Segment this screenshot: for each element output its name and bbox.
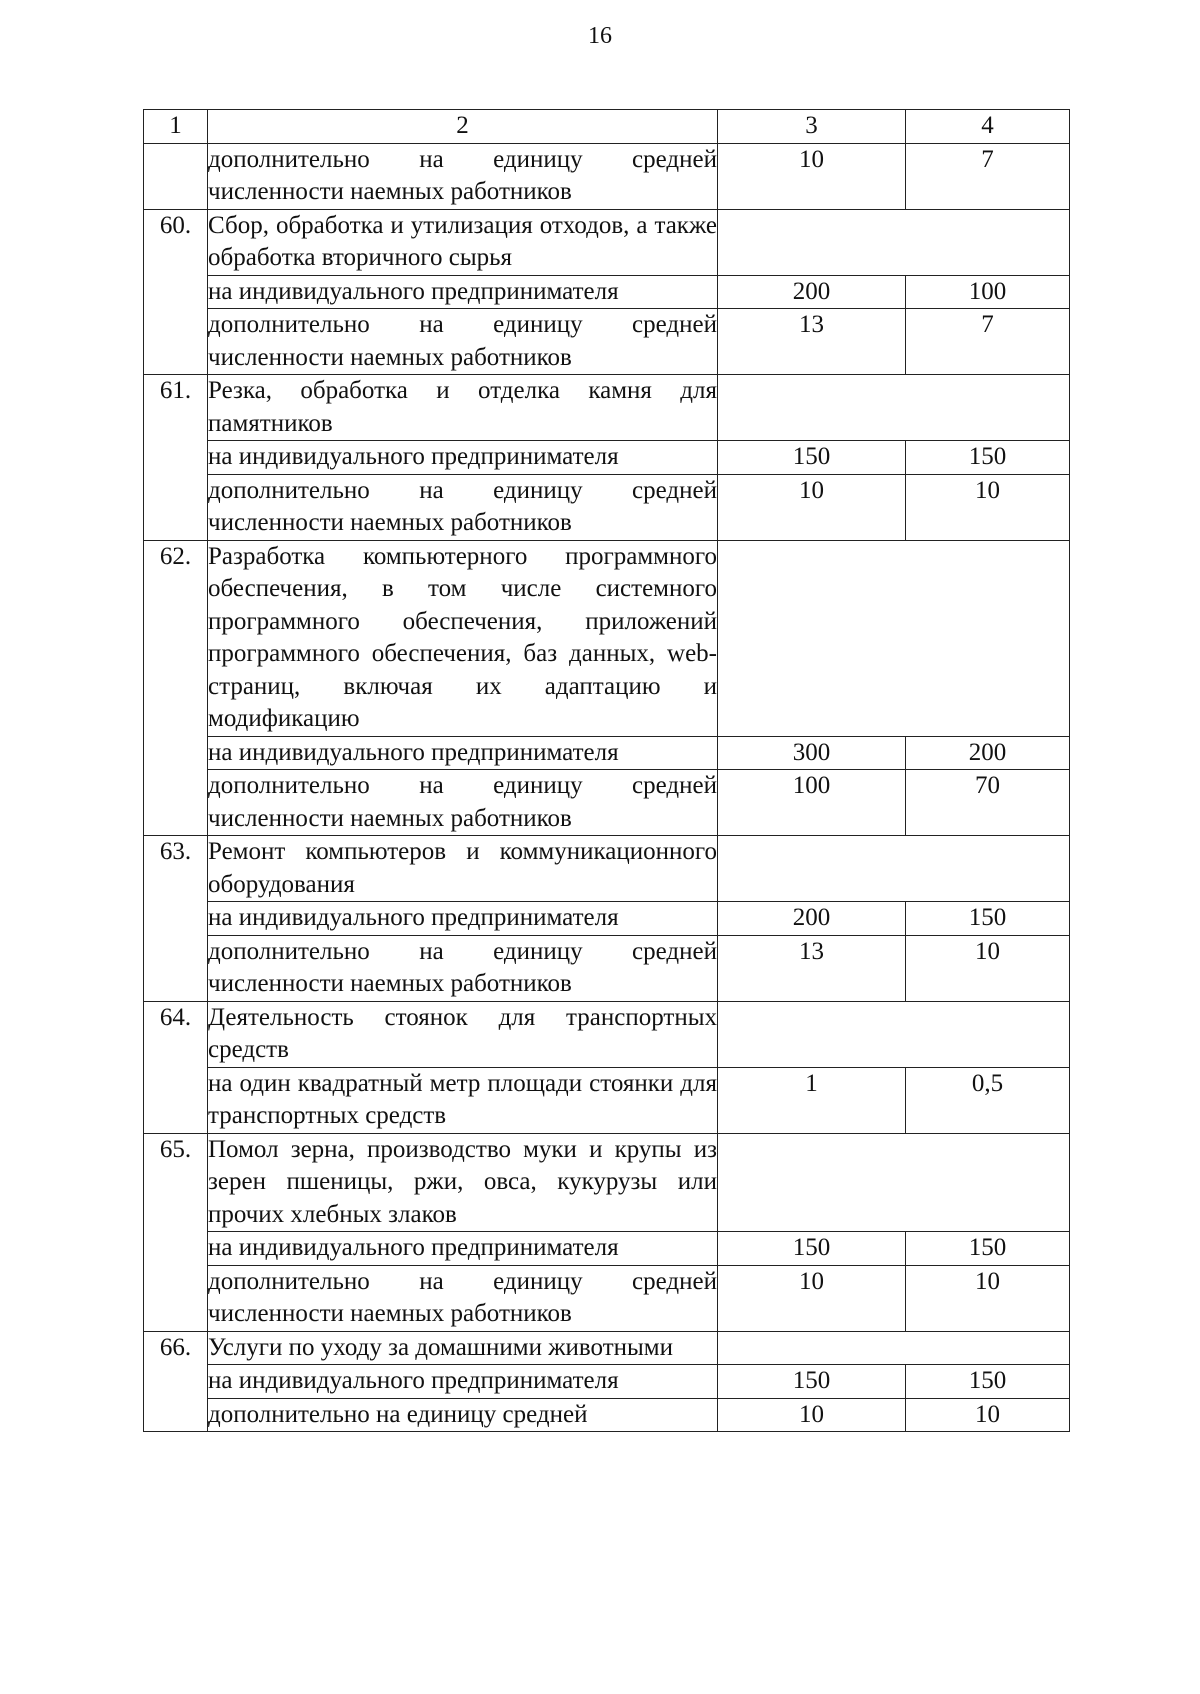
sub-item-text: дополнительно на единицу средней численности наемных работников	[208, 770, 718, 836]
empty-value-cell	[718, 375, 1070, 441]
table-row	[144, 375, 1070, 441]
value-col-4: 70	[906, 770, 1070, 836]
value-col-3: 200	[718, 275, 906, 309]
row-number: 65.	[144, 1133, 208, 1331]
value-col-3: 10	[718, 474, 906, 540]
value-col-3: 10	[718, 1265, 906, 1331]
value-col-4: 150	[906, 1232, 1070, 1266]
value-col-4: 0,5	[906, 1067, 1070, 1133]
table-row	[144, 540, 1070, 736]
sub-item-row	[144, 902, 1070, 936]
table-row	[144, 209, 1070, 275]
value-col-4: 10	[906, 1265, 1070, 1331]
table-header-row	[144, 110, 1070, 144]
header-col-2: 2	[208, 110, 718, 144]
value-col-3: 10	[718, 143, 906, 209]
activity-title: Разработка компьютерного программного обеспечения, в том числе системного программного обеспечения, приложений программного обеспечения, баз данных, web-страниц, включая их адаптацию и модификацию	[208, 540, 718, 736]
empty-value-cell	[718, 1133, 1070, 1232]
sub-item-row	[144, 1232, 1070, 1266]
empty-value-cell	[718, 209, 1070, 275]
sub-item-text: на индивидуального предпринимателя	[208, 902, 718, 936]
value-col-3: 100	[718, 770, 906, 836]
sub-item-text: на один квадратный метр площади стоянки для транспортных средств	[208, 1067, 718, 1133]
row-number-cell	[144, 143, 208, 209]
sub-item-row	[144, 935, 1070, 1001]
sub-item-row	[144, 736, 1070, 770]
sub-item-text: дополнительно на единицу средней численности наемных работников	[208, 143, 718, 209]
activity-title: Резка, обработка и отделка камня для памятников	[208, 375, 718, 441]
sub-item-row	[144, 441, 1070, 475]
sub-item-text: на индивидуального предпринимателя	[208, 275, 718, 309]
header-col-4: 4	[906, 110, 1070, 144]
table-row	[144, 1001, 1070, 1067]
rates-table	[143, 109, 1070, 1432]
continuation-row	[144, 143, 1070, 209]
row-number: 63.	[144, 836, 208, 1002]
sub-item-text: дополнительно на единицу средней численности наемных работников	[208, 935, 718, 1001]
sub-item-text: на индивидуального предпринимателя	[208, 441, 718, 475]
empty-value-cell	[718, 540, 1070, 736]
header-col-1: 1	[144, 110, 208, 144]
sub-item-row	[144, 1067, 1070, 1133]
row-number: 60.	[144, 209, 208, 375]
row-number: 61.	[144, 375, 208, 541]
sub-item-row	[144, 1398, 1070, 1432]
value-col-3: 13	[718, 935, 906, 1001]
value-col-4: 150	[906, 441, 1070, 475]
sub-item-text: на индивидуального предпринимателя	[208, 736, 718, 770]
sub-item-text: дополнительно на единицу средней	[208, 1398, 718, 1432]
sub-item-row	[144, 770, 1070, 836]
sub-item-text: дополнительно на единицу средней численности наемных работников	[208, 474, 718, 540]
table-row	[144, 1133, 1070, 1232]
sub-item-text: дополнительно на единицу средней численности наемных работников	[208, 309, 718, 375]
table-row	[144, 1331, 1070, 1365]
activity-title: Сбор, обработка и утилизация отходов, а также обработка вторичного сырья	[208, 209, 718, 275]
empty-value-cell	[718, 836, 1070, 902]
table-row	[144, 836, 1070, 902]
value-col-4: 10	[906, 474, 1070, 540]
sub-item-text: на индивидуального предпринимателя	[208, 1365, 718, 1399]
sub-item-row	[144, 1265, 1070, 1331]
value-col-3: 150	[718, 1365, 906, 1399]
value-col-3: 1	[718, 1067, 906, 1133]
value-col-4: 10	[906, 935, 1070, 1001]
value-col-3: 200	[718, 902, 906, 936]
sub-item-row	[144, 309, 1070, 375]
activity-title: Деятельность стоянок для транспортных средств	[208, 1001, 718, 1067]
value-col-4: 150	[906, 902, 1070, 936]
value-col-4: 150	[906, 1365, 1070, 1399]
sub-item-text: дополнительно на единицу средней численности наемных работников	[208, 1265, 718, 1331]
activity-title: Ремонт компьютеров и коммуникационного оборудования	[208, 836, 718, 902]
row-number: 64.	[144, 1001, 208, 1133]
row-number: 66.	[144, 1331, 208, 1432]
activity-title: Услуги по уходу за домашними животными	[208, 1331, 718, 1365]
page-number: 16	[588, 23, 612, 49]
value-col-4: 7	[906, 143, 1070, 209]
value-col-3: 13	[718, 309, 906, 375]
value-col-3: 150	[718, 441, 906, 475]
value-col-4: 10	[906, 1398, 1070, 1432]
sub-item-row	[144, 474, 1070, 540]
value-col-4: 100	[906, 275, 1070, 309]
value-col-3: 10	[718, 1398, 906, 1432]
activity-title: Помол зерна, производство муки и крупы из зерен пшеницы, ржи, овса, кукурузы или прочих хлебных злаков	[208, 1133, 718, 1232]
sub-item-text: на индивидуального предпринимателя	[208, 1232, 718, 1266]
sub-item-row	[144, 275, 1070, 309]
sub-item-row	[144, 1365, 1070, 1399]
row-number: 62.	[144, 540, 208, 836]
value-col-4: 7	[906, 309, 1070, 375]
value-col-3: 150	[718, 1232, 906, 1266]
empty-value-cell	[718, 1331, 1070, 1365]
header-col-3: 3	[718, 110, 906, 144]
value-col-3: 300	[718, 736, 906, 770]
empty-value-cell	[718, 1001, 1070, 1067]
value-col-4: 200	[906, 736, 1070, 770]
